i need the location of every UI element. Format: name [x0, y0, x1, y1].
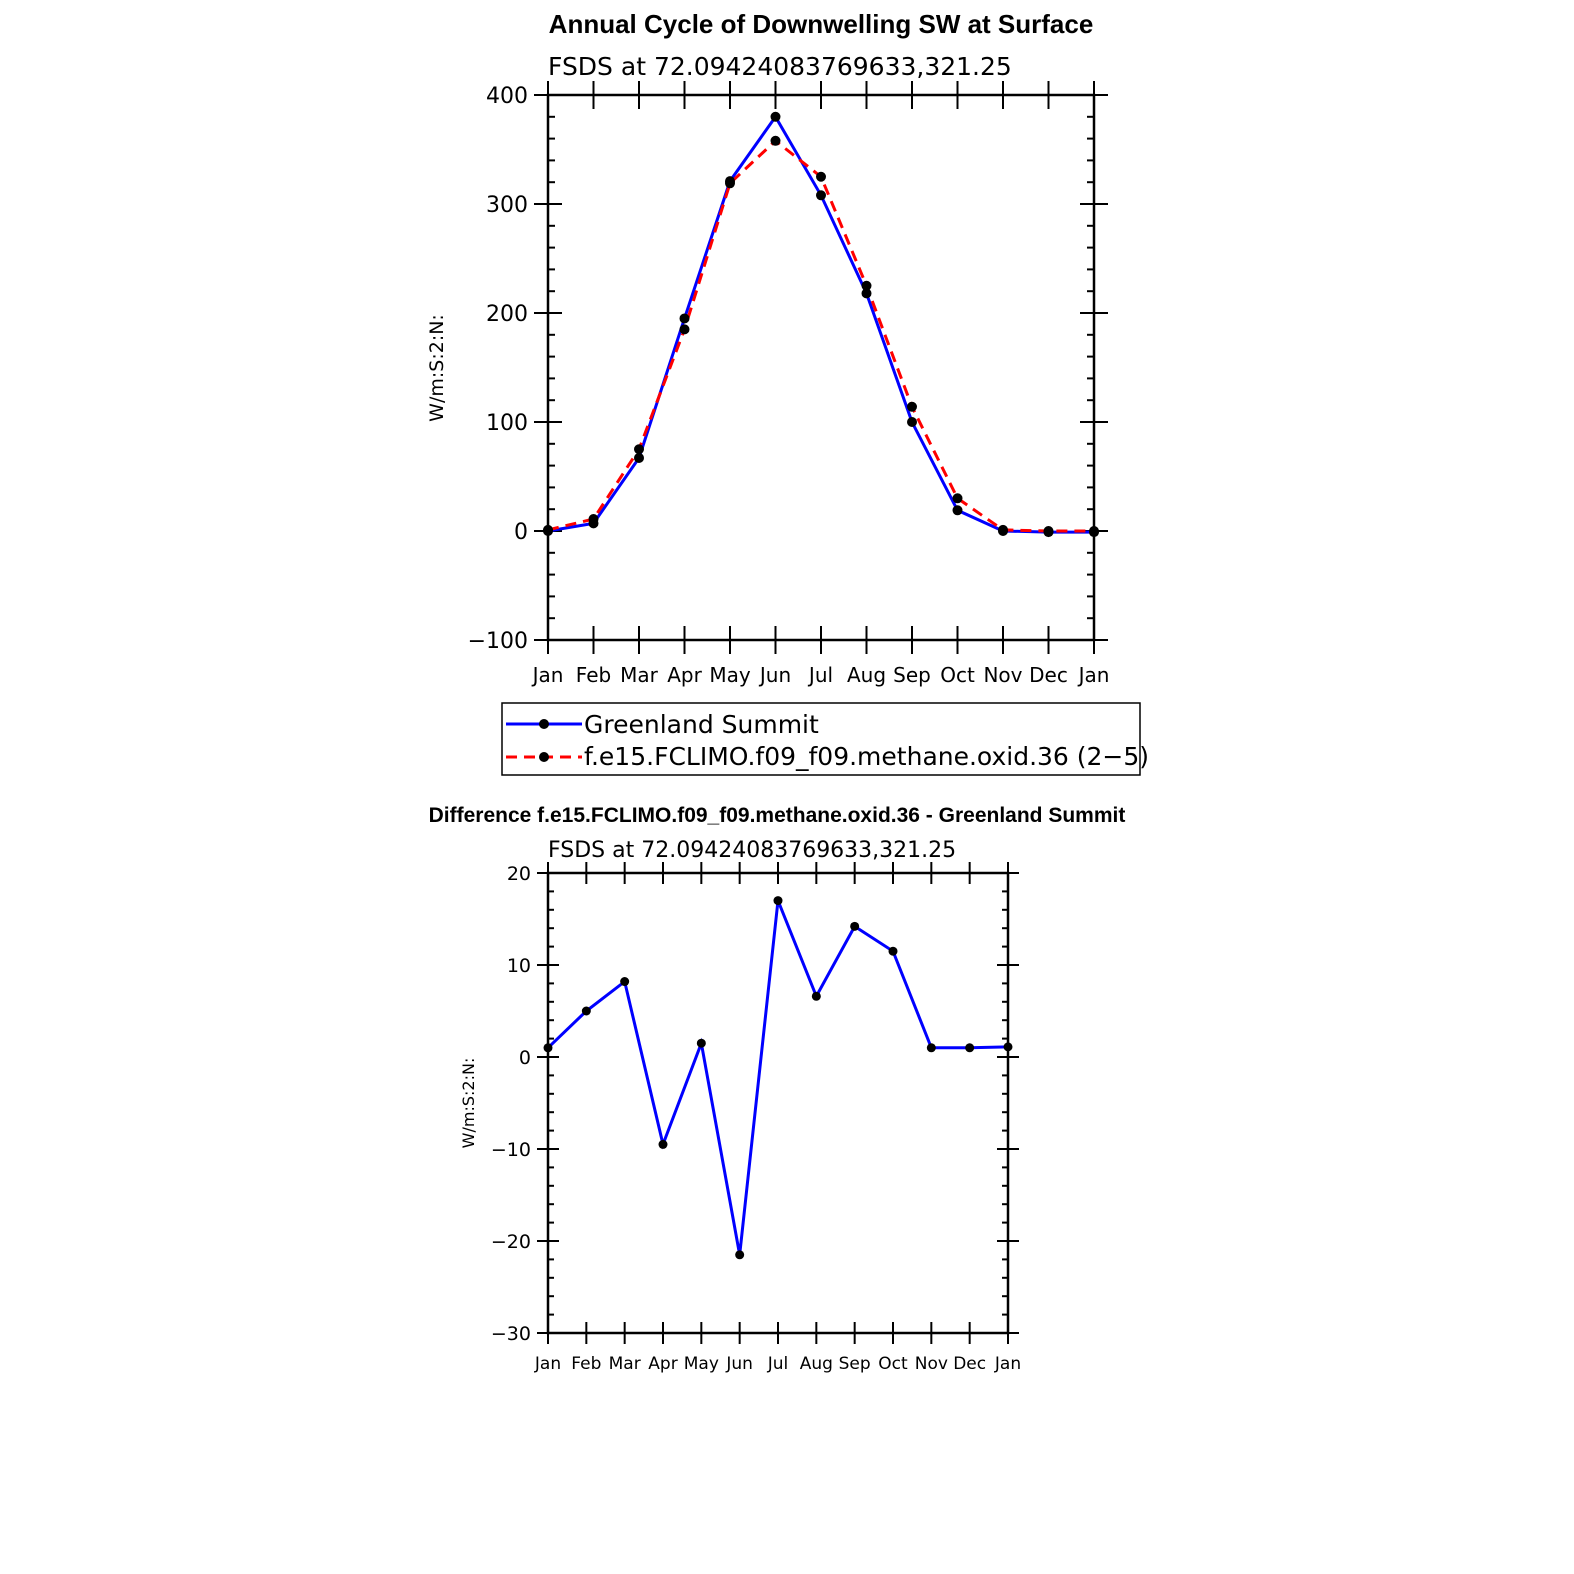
x-tick-label: Jun — [726, 1354, 753, 1374]
series-0-point — [953, 505, 963, 515]
x-tick-label: Feb — [571, 1354, 602, 1374]
series-0-point — [812, 992, 821, 1001]
x-tick-label: Jan — [532, 663, 564, 687]
y-tick-label: 0 — [514, 519, 528, 545]
top-chart-axes — [468, 81, 1110, 687]
y-tick-label: −100 — [467, 628, 528, 654]
y-tick-label: 0 — [518, 1046, 531, 1069]
series-1-point — [816, 172, 826, 182]
y-tick-label: 200 — [486, 301, 528, 327]
x-tick-label: Oct — [940, 663, 975, 687]
top-chart-plot-area — [543, 112, 1099, 537]
top-chart-legend — [502, 703, 1149, 775]
x-tick-label: Sep — [838, 1354, 871, 1374]
series-1-point — [680, 324, 690, 334]
series-1-point — [953, 493, 963, 503]
x-tick-label: Jul — [808, 663, 834, 687]
y-tick-label: 300 — [486, 192, 528, 218]
series-0-point — [771, 112, 781, 122]
series-1-point — [634, 444, 644, 454]
series-0-point — [620, 977, 629, 986]
series-0-point — [1004, 1042, 1013, 1051]
top-chart-ylabel: W/m:S:2:N: — [426, 314, 448, 422]
y-tick-label: 400 — [486, 83, 528, 109]
bottom-chart-subtitle: FSDS at 72.09424083769633,321.25 — [548, 838, 957, 863]
x-tick-label: Apr — [648, 1354, 678, 1374]
series-1-point — [589, 514, 599, 524]
x-tick-label: Jun — [759, 663, 792, 687]
series-1-point — [771, 136, 781, 146]
x-tick-label: Nov — [983, 663, 1023, 687]
legend-label-methane-oxid: f.e15.FCLIMO.f09_f09.methane.oxid.36 (2−5) — [584, 742, 1150, 771]
series-0-point — [680, 313, 690, 323]
plot-frame — [548, 873, 1008, 1333]
x-tick-label: Jul — [767, 1354, 789, 1374]
y-tick-label: 100 — [486, 410, 528, 436]
series-1-point — [998, 525, 1008, 535]
x-tick-label: Mar — [620, 663, 658, 687]
x-tick-label: Jan — [994, 1354, 1022, 1374]
y-tick-label: −30 — [490, 1322, 531, 1345]
series-1-point — [862, 281, 872, 291]
bottom-chart — [429, 804, 1126, 1374]
series-0-point — [659, 1140, 668, 1149]
x-tick-label: Feb — [575, 663, 612, 687]
x-tick-label: Dec — [1029, 663, 1068, 687]
series-0-point — [965, 1043, 974, 1052]
series-0-point — [927, 1043, 936, 1052]
series-0-point — [735, 1250, 744, 1259]
x-tick-label: Aug — [799, 1354, 833, 1374]
series-1-point — [725, 178, 735, 188]
y-tick-label: −10 — [490, 1138, 531, 1161]
top-chart — [426, 9, 1149, 775]
bottom-chart-ylabel: W/m:S:2:N: — [459, 1057, 478, 1149]
series-0-point — [774, 896, 783, 905]
y-tick-label: −20 — [490, 1230, 531, 1253]
series-1-point — [1089, 526, 1099, 536]
x-tick-label: May — [683, 1354, 719, 1374]
x-tick-label: Dec — [953, 1354, 987, 1374]
bottom-chart-axes — [491, 862, 1021, 1374]
top-chart-title: Annual Cycle of Downwelling SW at Surface — [548, 9, 1094, 39]
x-tick-label: Nov — [914, 1354, 948, 1374]
x-tick-label: Mar — [608, 1354, 641, 1374]
bottom-chart-plot-area — [544, 896, 1013, 1259]
legend-marker-methane-oxid — [539, 752, 549, 762]
legend-label-greenland-summit: Greenland Summit — [584, 710, 819, 739]
y-tick-label: 20 — [506, 862, 531, 885]
legend-marker-greenland-summit — [539, 719, 549, 729]
top-chart-subtitle: FSDS at 72.09424083769633,321.25 — [548, 52, 1012, 81]
series-1-point — [543, 525, 553, 535]
y-tick-label: 10 — [506, 954, 531, 977]
series-1-point — [907, 402, 917, 412]
x-tick-label: Oct — [878, 1354, 908, 1374]
x-tick-label: May — [709, 663, 751, 687]
series-0-point — [816, 190, 826, 200]
series-0-point — [889, 947, 898, 956]
series-0-point — [634, 453, 644, 463]
series-0-point — [544, 1043, 553, 1052]
series-1-point — [1044, 526, 1054, 536]
series-0-point — [850, 922, 859, 931]
x-tick-label: Aug — [846, 663, 887, 687]
bottom-chart-title: Difference f.e15.FCLIMO.f09_f09.methane.oxid.36 - Greenland Summit — [428, 804, 1126, 827]
x-tick-label: Apr — [667, 663, 702, 687]
x-tick-label: Sep — [893, 663, 931, 687]
x-tick-label: Jan — [1078, 663, 1110, 687]
x-tick-label: Jan — [534, 1354, 562, 1374]
series-0-point — [697, 1039, 706, 1048]
series-0-point — [582, 1007, 591, 1016]
series-line-0 — [548, 901, 1008, 1255]
series-0-point — [907, 417, 917, 427]
